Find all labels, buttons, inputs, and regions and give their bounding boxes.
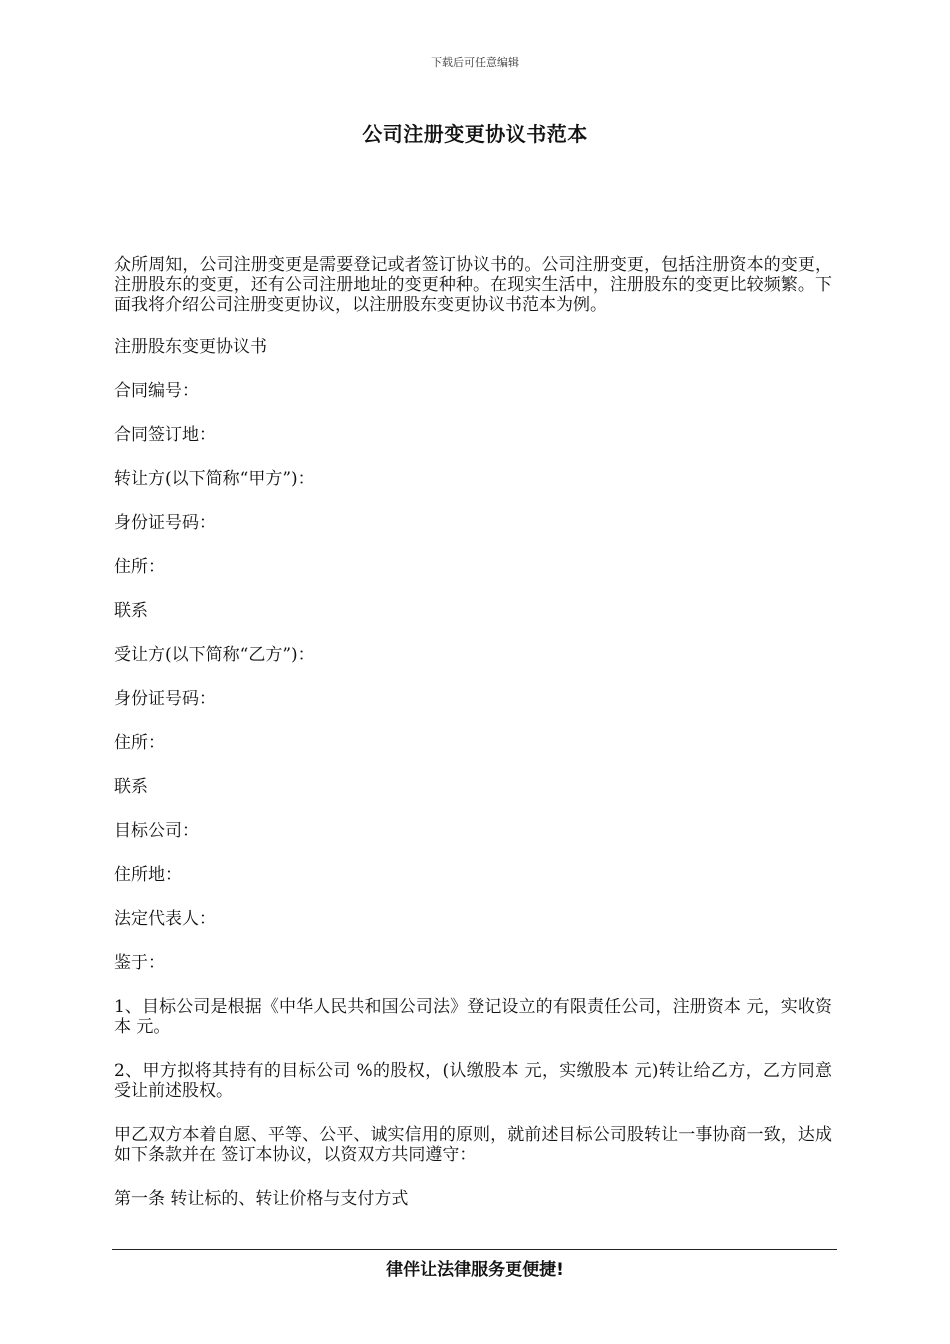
agreement-preamble: 甲乙双方本着自愿、平等、公平、诚实信用的原则，就前述目标公司股转让一事协商一致，达成如下条款并在 签订本协议，以资双方共同遵守： — [114, 1125, 832, 1165]
signing-place-field: 合同签订地： — [114, 425, 216, 445]
recital-1: 1、目标公司是根据《中华人民共和国公司法》登记设立的有限责任公司，注册资本 元，实收资本 元。 — [114, 997, 832, 1037]
whereas-heading: 鉴于： — [114, 953, 165, 973]
transferor-field: 转让方(以下简称“甲方”)： — [114, 469, 315, 489]
footer-slogan: 律伴让法律服务更便捷! — [386, 1260, 564, 1280]
intro-paragraph: 众所周知，公司注册变更是需要登记或者签订协议书的。公司注册变更，包括注册资本的变更，注册股东的变更，还有公司注册地址的变更种种。在现实生活中，注册股东的变更比较频繁。下面我将介绍公司注册变更协议，以注册股东变更协议书范本为例。 — [114, 255, 832, 315]
transferee-contact-field: 联系 — [114, 777, 148, 797]
header-note: 下载后可任意编辑 — [431, 56, 519, 69]
recital-2: 2、甲方拟将其持有的目标公司 %的股权，(认缴股本 元，实缴股本 元)转让给乙方，乙方同意受让前述股权。 — [114, 1061, 832, 1101]
footer-divider — [112, 1249, 837, 1250]
transferee-field: 受让方(以下简称“乙方”)： — [114, 645, 315, 665]
target-company-field: 目标公司： — [114, 821, 199, 841]
article-1-heading: 第一条 转让标的、转让价格与支付方式 — [114, 1189, 409, 1209]
document-title: 公司注册变更协议书范本 — [362, 122, 588, 146]
transferor-contact-field: 联系 — [114, 601, 148, 621]
legal-representative-field: 法定代表人： — [114, 909, 216, 929]
contract-number-field: 合同编号： — [114, 381, 199, 401]
document-body — [114, 255, 832, 1233]
agreement-heading: 注册股东变更协议书 — [114, 337, 267, 357]
transferor-id-field: 身份证号码： — [114, 513, 216, 533]
transferee-id-field: 身份证号码： — [114, 689, 216, 709]
transferor-address-field: 住所： — [114, 557, 165, 577]
transferee-address-field: 住所： — [114, 733, 165, 753]
company-address-field: 住所地： — [114, 865, 182, 885]
